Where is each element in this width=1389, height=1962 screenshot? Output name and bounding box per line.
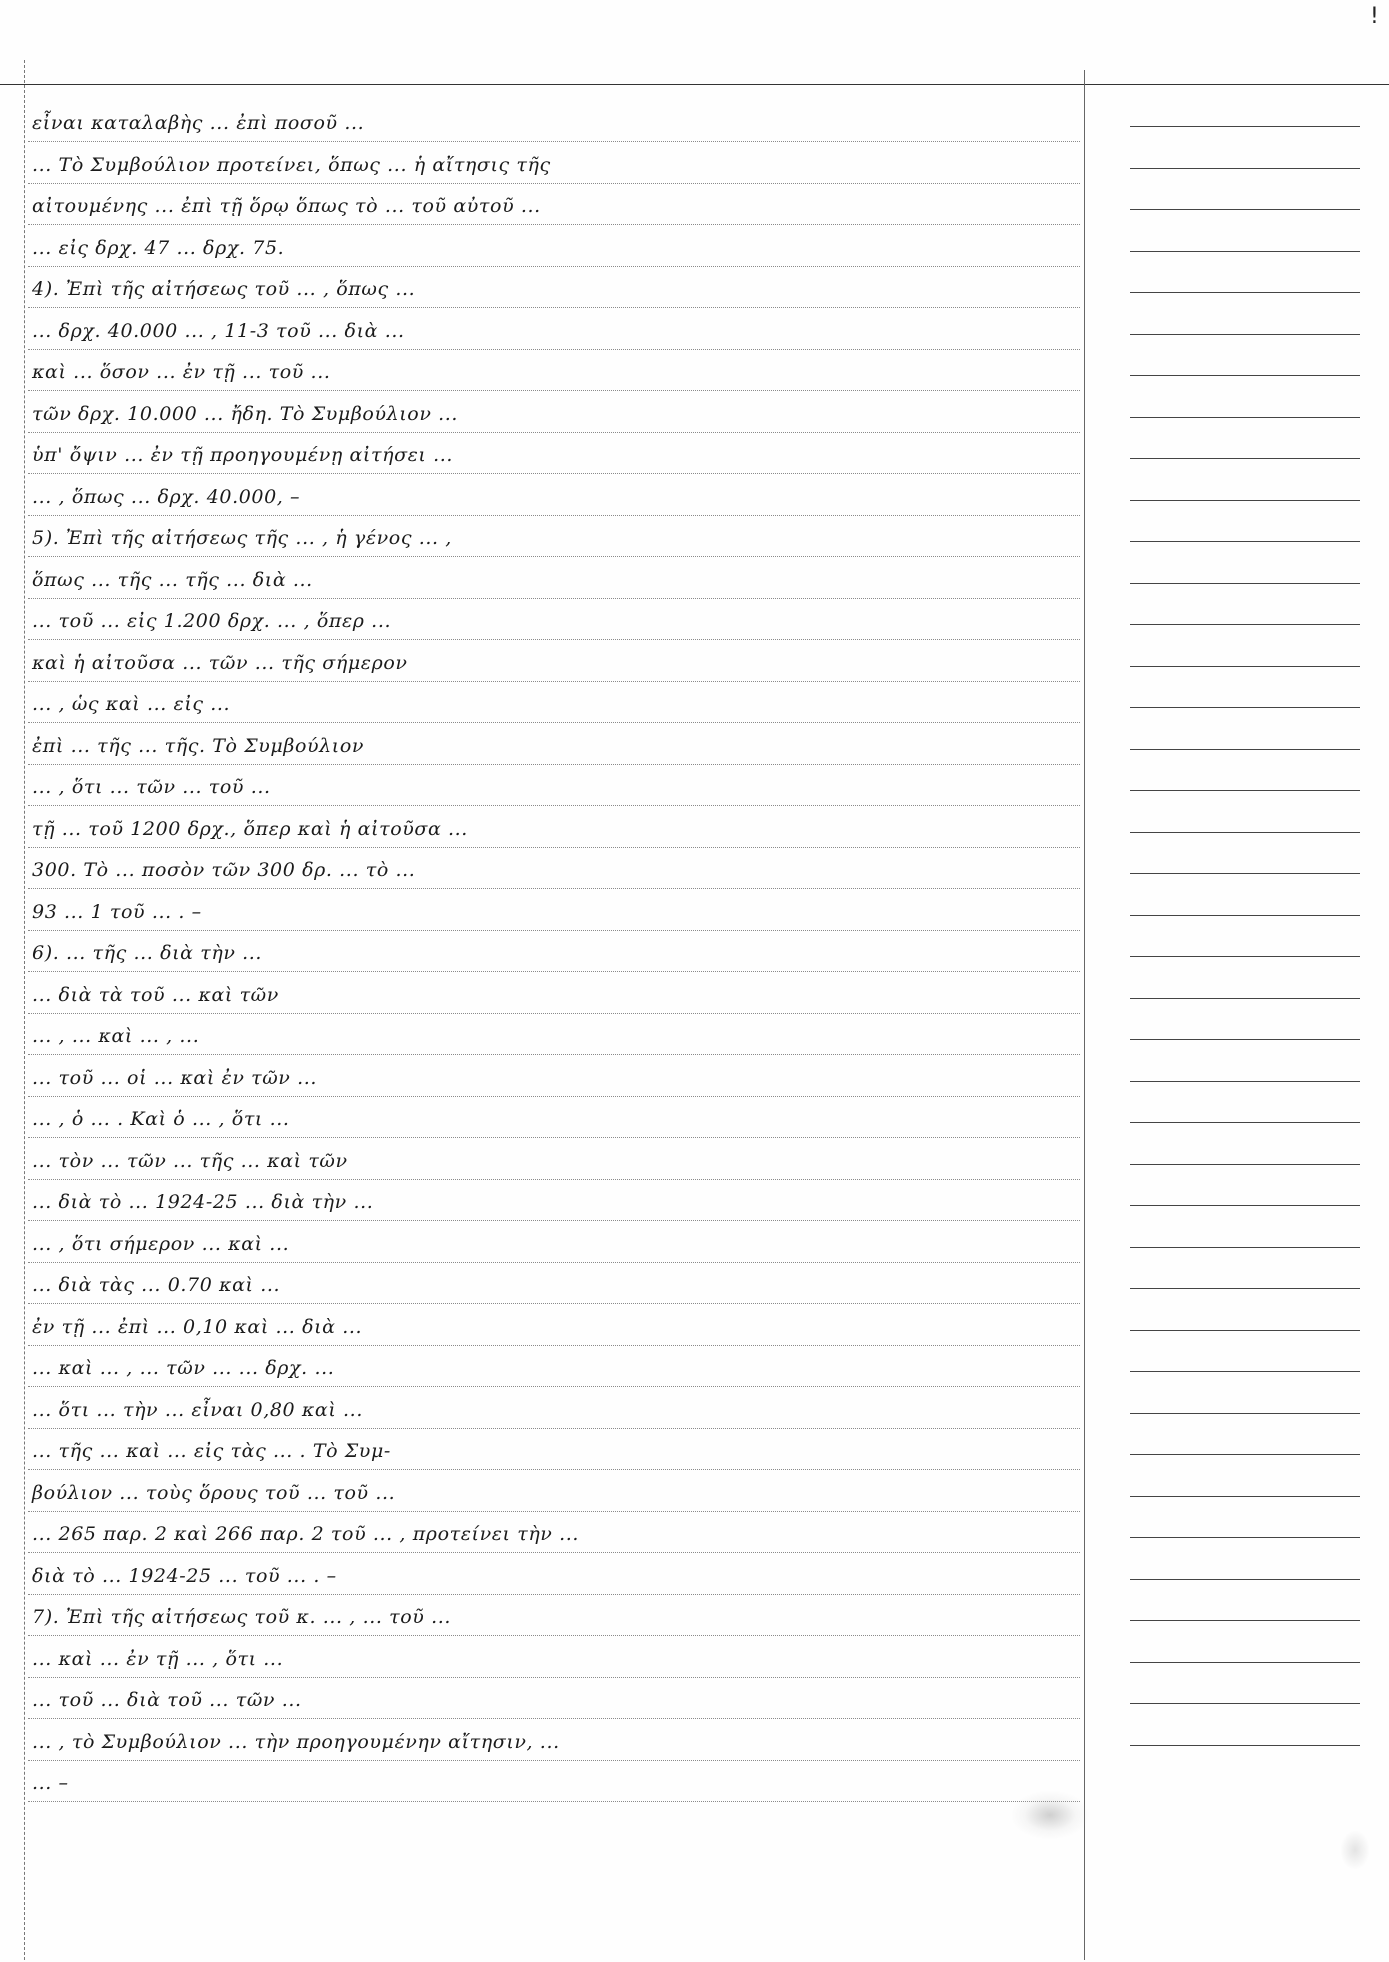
margin-ledger-line [1130, 251, 1360, 252]
margin-ledger-line [1130, 1703, 1360, 1704]
margin-ledger-line [1130, 1371, 1360, 1372]
margin-ledger-line [1130, 1537, 1360, 1538]
margin-ledger-line [1130, 126, 1360, 127]
text-line: ... , ὡς καὶ ... εἰς ... [28, 685, 1080, 723]
margin-ledger-line [1130, 873, 1360, 874]
text-line: ... , ὅτι σήμερον ... καὶ ... [28, 1225, 1080, 1263]
text-line: αἰτουμένης ... ἐπὶ τῇ ὅρῳ ὅπως τὸ ... τοῦ αὐτοῦ ... [28, 187, 1080, 225]
margin-ledger-line [1130, 458, 1360, 459]
margin-ledger-line [1130, 666, 1360, 667]
text-line: ὅπως ... τῆς ... τῆς ... διὰ ... [28, 561, 1080, 599]
margin-ledger-line [1130, 832, 1360, 833]
text-line: ... διὰ τὰ τοῦ ... καὶ τῶν [28, 976, 1080, 1014]
margin-ledger-line [1130, 624, 1360, 625]
margin-ledger-line [1130, 1662, 1360, 1663]
text-line: ... , ὁ ... . Καὶ ὁ ... , ὅτι ... [28, 1100, 1080, 1138]
margin-ledger-line [1130, 417, 1360, 418]
right-margin-rule [1084, 70, 1085, 1960]
corner-mark: ! [1370, 4, 1379, 29]
margin-ledger-line [1130, 292, 1360, 293]
margin-ledger-line [1130, 1413, 1360, 1414]
text-line: ὑπ' ὄψιν ... ἐν τῇ προηγουμένῃ αἰτήσει ... [28, 436, 1080, 474]
margin-ledger-line [1130, 1745, 1360, 1746]
text-line: ... , ὅπως ... δρχ. 40.000, – [28, 478, 1080, 516]
text-line: ... καὶ ... ἐν τῇ ... , ὅτι ... [28, 1640, 1080, 1678]
margin-ledger-line [1130, 707, 1360, 708]
margin-ledger-line [1130, 998, 1360, 999]
margin-ledger-line [1130, 168, 1360, 169]
text-line: 93 ... 1 τοῦ ... . – [28, 893, 1080, 931]
text-line: ... διὰ τὰς ... 0.70 καὶ ... [28, 1266, 1080, 1304]
text-line: ... Τὸ Συμβούλιον προτείνει, ὅπως ... ἡ αἴτησις τῆς [28, 146, 1080, 184]
text-line: ... δρχ. 40.000 ... , 11-3 τοῦ ... διὰ ... [28, 312, 1080, 350]
text-line: ... – [28, 1764, 1080, 1802]
text-line: ... τοῦ ... οἱ ... καὶ ἐν τῶν ... [28, 1059, 1080, 1097]
margin-ledger-line [1130, 790, 1360, 791]
margin-ledger-line [1130, 1205, 1360, 1206]
text-line: βούλιον ... τοὺς ὅρους τοῦ ... τοῦ ... [28, 1474, 1080, 1512]
text-line: 4). Ἐπὶ τῆς αἰτήσεως τοῦ ... , ὅπως ... [28, 270, 1080, 308]
text-line: ... 265 παρ. 2 καὶ 266 παρ. 2 τοῦ ... , προτείνει τὴν ... [28, 1515, 1080, 1553]
margin-ledger-line [1130, 1247, 1360, 1248]
margin-ledger-line [1130, 1330, 1360, 1331]
text-line: ... τὸν ... τῶν ... τῆς ... καὶ τῶν [28, 1142, 1080, 1180]
margin-ledger-line [1130, 1579, 1360, 1580]
text-line: καὶ ἡ αἰτοῦσα ... τῶν ... τῆς σήμερον [28, 644, 1080, 682]
text-line: τῶν δρχ. 10.000 ... ἤδη. Τὸ Συμβούλιον ... [28, 395, 1080, 433]
text-line: ... εἰς δρχ. 47 ... δρχ. 75. [28, 229, 1080, 267]
text-line: ... , τὸ Συμβούλιον ... τὴν προηγουμένην αἴτησιν, ... [28, 1723, 1080, 1761]
margin-ledger-line [1130, 1454, 1360, 1455]
margin-ledger-line [1130, 915, 1360, 916]
text-line: ... , ὅτι ... τῶν ... τοῦ ... [28, 768, 1080, 806]
margin-ledger-line [1130, 1496, 1360, 1497]
text-line: διὰ τὸ ... 1924-25 ... τοῦ ... . – [28, 1557, 1080, 1595]
text-line: ... τοῦ ... διὰ τοῦ ... τῶν ... [28, 1681, 1080, 1719]
paper-speck [1340, 1830, 1370, 1870]
margin-ledger-line [1130, 1039, 1360, 1040]
margin-ledger-line [1130, 1620, 1360, 1621]
margin-ledger-line [1130, 956, 1360, 957]
margin-ledger-line [1130, 1122, 1360, 1123]
margin-ledger-line [1130, 749, 1360, 750]
margin-ledger-line [1130, 1081, 1360, 1082]
text-line: καὶ ... ὅσον ... ἐν τῇ ... τοῦ ... [28, 353, 1080, 391]
text-line: ... τῆς ... καὶ ... εἰς τὰς ... . Τὸ Συμ- [28, 1432, 1080, 1470]
top-rule [0, 84, 1389, 85]
text-line: 300. Τὸ ... ποσὸν τῶν 300 δρ. ... τὸ ... [28, 851, 1080, 889]
left-margin-rule [24, 60, 25, 1960]
text-line: ἐν τῇ ... ἐπὶ ... 0,10 καὶ ... διὰ ... [28, 1308, 1080, 1346]
text-line: ἐπὶ ... τῆς ... τῆς. Τὸ Συμβούλιον [28, 727, 1080, 765]
text-line: ... , ... καὶ ... , ... [28, 1017, 1080, 1055]
text-line: τῇ ... τοῦ 1200 δρχ., ὅπερ καὶ ἡ αἰτοῦσα ... [28, 810, 1080, 848]
margin-ledger-line [1130, 334, 1360, 335]
text-line: ... διὰ τὸ ... 1924-25 ... διὰ τὴν ... [28, 1183, 1080, 1221]
margin-ledger-line [1130, 500, 1360, 501]
margin-ledger-line [1130, 1288, 1360, 1289]
margin-ledger-line [1130, 541, 1360, 542]
margin-ledger-line [1130, 583, 1360, 584]
text-line: 6). ... τῆς ... διὰ τὴν ... [28, 934, 1080, 972]
text-line: 7). Ἐπὶ τῆς αἰτήσεως τοῦ κ. ... , ... τοῦ ... [28, 1598, 1080, 1636]
text-line: 5). Ἐπὶ τῆς αἰτήσεως τῆς ... , ἡ γένος ... , [28, 519, 1080, 557]
text-line: εἶναι καταλαβὴς ... ἐπὶ ποσοῦ ... [28, 104, 1080, 142]
margin-ledger-line [1130, 375, 1360, 376]
margin-ledger-line [1130, 209, 1360, 210]
text-line: ... τοῦ ... εἰς 1.200 δρχ. ... , ὅπερ ... [28, 602, 1080, 640]
text-line: ... καὶ ... , ... τῶν ... ... δρχ. ... [28, 1349, 1080, 1387]
ink-smudge [1010, 1790, 1090, 1840]
margin-ledger-line [1130, 1164, 1360, 1165]
text-line: ... ὅτι ... τὴν ... εἶναι 0,80 καὶ ... [28, 1391, 1080, 1429]
